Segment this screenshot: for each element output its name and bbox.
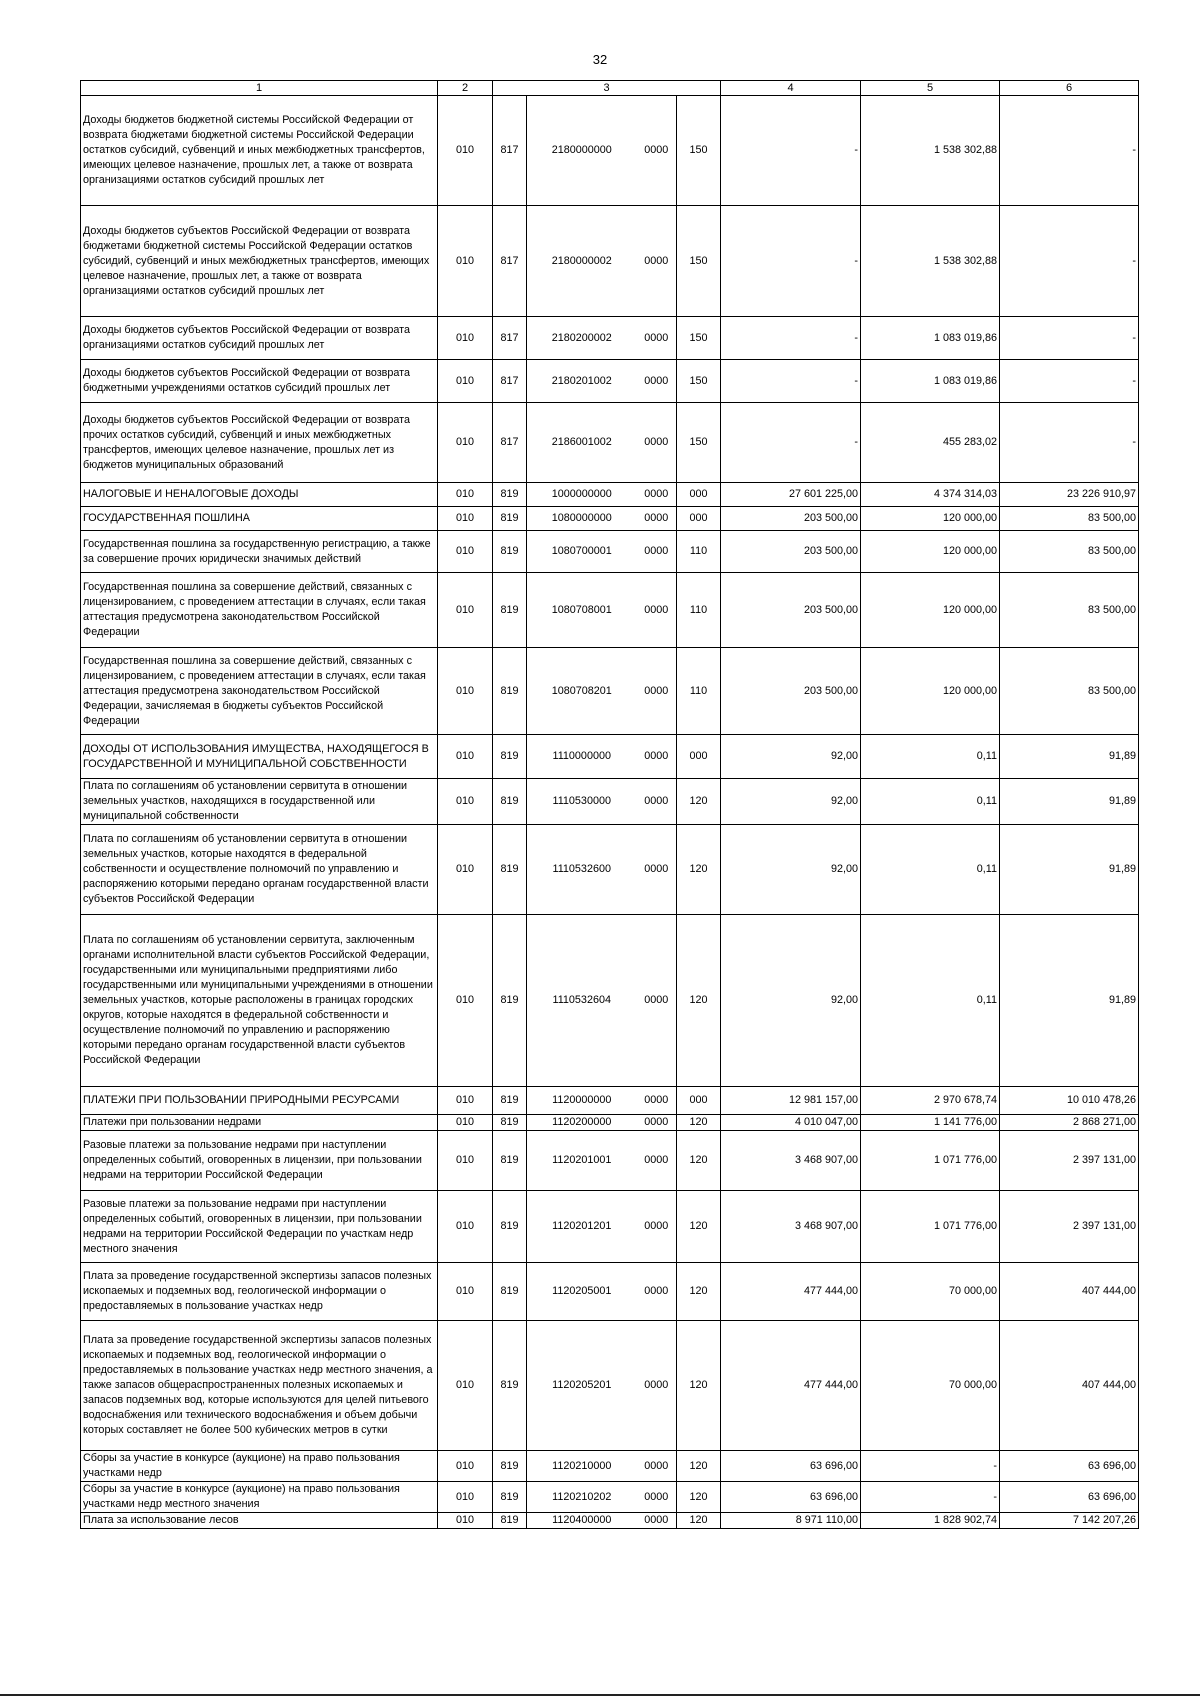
code-main: 1110530000 xyxy=(527,779,637,825)
code-admin: 819 xyxy=(493,531,527,573)
code-kosgu: 000 xyxy=(677,735,721,779)
code-main: 1110000000 xyxy=(527,735,637,779)
value-executed: 1 083 019,86 xyxy=(861,360,1000,403)
code-kosgu: 120 xyxy=(677,915,721,1087)
value-executed: 455 283,02 xyxy=(861,403,1000,483)
code-kosgu: 120 xyxy=(677,1263,721,1321)
value-executed: 2 970 678,74 xyxy=(861,1087,1000,1115)
code-main: 1000000000 xyxy=(527,483,637,507)
code-admin: 819 xyxy=(493,1087,527,1115)
value-executed: 1 071 776,00 xyxy=(861,1131,1000,1191)
code-sub: 0000 xyxy=(637,573,677,648)
value-approved: 27 601 225,00 xyxy=(721,483,861,507)
code-main: 1120205201 xyxy=(527,1321,637,1451)
column-header-5: 5 xyxy=(861,81,1000,96)
code-kosgu: 110 xyxy=(677,573,721,648)
code-chapter: 010 xyxy=(438,1482,493,1513)
code-sub: 0000 xyxy=(637,1513,677,1529)
code-admin: 819 xyxy=(493,1451,527,1482)
table-row xyxy=(81,317,1139,360)
code-kosgu: 150 xyxy=(677,317,721,360)
table-row xyxy=(81,206,1139,317)
code-sub: 0000 xyxy=(637,1087,677,1115)
code-admin: 819 xyxy=(493,648,527,735)
value-executed: 0,11 xyxy=(861,825,1000,915)
value-approved: 92,00 xyxy=(721,779,861,825)
column-header-1: 1 xyxy=(81,81,438,96)
row-name: НАЛОГОВЫЕ И НЕНАЛОГОВЫЕ ДОХОДЫ xyxy=(81,483,438,507)
row-name: Платежи при пользовании недрами xyxy=(81,1115,438,1131)
column-header-row xyxy=(81,81,1139,96)
row-name: Сборы за участие в конкурсе (аукционе) на право пользования участками недр xyxy=(81,1451,438,1482)
value-unexecuted: 83 500,00 xyxy=(1000,573,1139,648)
code-admin: 819 xyxy=(493,1513,527,1529)
code-kosgu: 150 xyxy=(677,206,721,317)
value-unexecuted: 91,89 xyxy=(1000,825,1139,915)
code-chapter: 010 xyxy=(438,1321,493,1451)
table-row xyxy=(81,507,1139,531)
value-approved: 63 696,00 xyxy=(721,1451,861,1482)
row-name: ПЛАТЕЖИ ПРИ ПОЛЬЗОВАНИИ ПРИРОДНЫМИ РЕСУРСАМИ xyxy=(81,1087,438,1115)
value-executed: 0,11 xyxy=(861,735,1000,779)
code-chapter: 010 xyxy=(438,573,493,648)
code-chapter: 010 xyxy=(438,915,493,1087)
code-sub: 0000 xyxy=(637,648,677,735)
code-chapter: 010 xyxy=(438,825,493,915)
value-unexecuted: - xyxy=(1000,403,1139,483)
value-approved: 203 500,00 xyxy=(721,507,861,531)
code-main: 1120200000 xyxy=(527,1115,637,1131)
value-approved: - xyxy=(721,403,861,483)
value-approved: 3 468 907,00 xyxy=(721,1191,861,1263)
value-approved: - xyxy=(721,317,861,360)
value-executed: 120 000,00 xyxy=(861,573,1000,648)
value-approved: 203 500,00 xyxy=(721,573,861,648)
row-name: Плата за использование лесов xyxy=(81,1513,438,1529)
code-main: 2180200002 xyxy=(527,317,637,360)
row-name: Доходы бюджетов субъектов Российской Федерации от возврата прочих остатков субсидий, субвенций и иных межбюджетных трансфертов, имеющих целевое назначение, прошлых лет из бюджетов муниципальных образований xyxy=(81,403,438,483)
code-admin: 819 xyxy=(493,915,527,1087)
value-executed: 1 083 019,86 xyxy=(861,317,1000,360)
code-chapter: 010 xyxy=(438,206,493,317)
table-body xyxy=(81,81,1139,1529)
code-kosgu: 120 xyxy=(677,825,721,915)
value-unexecuted: - xyxy=(1000,360,1139,403)
column-header-4: 4 xyxy=(721,81,861,96)
value-unexecuted: 2 397 131,00 xyxy=(1000,1131,1139,1191)
code-main: 1120210000 xyxy=(527,1451,637,1482)
value-executed: - xyxy=(861,1482,1000,1513)
code-admin: 819 xyxy=(493,1482,527,1513)
row-name: Плата за проведение государственной экспертизы запасов полезных ископаемых и подземных вод, геологической информации о предоставляемых в пользование участках недр местного значения, а также запасов общераспространенных полезных ископаемых и запасов подземных вод, которые используются для целей питьевого водоснабжения или технического водоснабжения и объем добычи которых составляет не более 500 кубических метров в сутки xyxy=(81,1321,438,1451)
table-row xyxy=(81,96,1139,206)
value-approved: 3 468 907,00 xyxy=(721,1131,861,1191)
code-kosgu: 000 xyxy=(677,1087,721,1115)
code-chapter: 010 xyxy=(438,648,493,735)
value-unexecuted: 2 397 131,00 xyxy=(1000,1191,1139,1263)
code-chapter: 010 xyxy=(438,317,493,360)
code-sub: 0000 xyxy=(637,1191,677,1263)
code-admin: 819 xyxy=(493,573,527,648)
table-row xyxy=(81,360,1139,403)
code-admin: 819 xyxy=(493,1191,527,1263)
value-executed: 0,11 xyxy=(861,779,1000,825)
code-chapter: 010 xyxy=(438,1513,493,1529)
table-row xyxy=(81,1513,1139,1529)
code-admin: 819 xyxy=(493,735,527,779)
code-chapter: 010 xyxy=(438,1087,493,1115)
column-header-3: 3 xyxy=(493,81,721,96)
value-unexecuted: 7 142 207,26 xyxy=(1000,1513,1139,1529)
value-approved: 92,00 xyxy=(721,735,861,779)
code-kosgu: 120 xyxy=(677,779,721,825)
value-unexecuted: - xyxy=(1000,317,1139,360)
code-main: 1120400000 xyxy=(527,1513,637,1529)
value-executed: 120 000,00 xyxy=(861,531,1000,573)
code-sub: 0000 xyxy=(637,206,677,317)
value-approved: 8 971 110,00 xyxy=(721,1513,861,1529)
row-name: Разовые платежи за пользование недрами при наступлении определенных событий, оговоренных в лицензии, при пользовании недрами на территории Российской Федерации xyxy=(81,1131,438,1191)
code-admin: 819 xyxy=(493,507,527,531)
value-approved: - xyxy=(721,360,861,403)
code-kosgu: 120 xyxy=(677,1191,721,1263)
code-admin: 817 xyxy=(493,360,527,403)
value-executed: 70 000,00 xyxy=(861,1321,1000,1451)
table-row xyxy=(81,1263,1139,1321)
value-unexecuted: - xyxy=(1000,206,1139,317)
table-row xyxy=(81,1131,1139,1191)
code-main: 1110532600 xyxy=(527,825,637,915)
value-approved: 203 500,00 xyxy=(721,648,861,735)
code-sub: 0000 xyxy=(637,735,677,779)
code-sub: 0000 xyxy=(637,1482,677,1513)
table-row xyxy=(81,735,1139,779)
scan-bottom-edge xyxy=(0,1694,1200,1696)
code-sub: 0000 xyxy=(637,483,677,507)
value-approved: 12 981 157,00 xyxy=(721,1087,861,1115)
code-main: 1120201201 xyxy=(527,1191,637,1263)
value-executed: 120 000,00 xyxy=(861,648,1000,735)
value-approved: - xyxy=(721,96,861,206)
code-chapter: 010 xyxy=(438,1263,493,1321)
code-chapter: 010 xyxy=(438,1131,493,1191)
code-sub: 0000 xyxy=(637,1115,677,1131)
value-unexecuted: 2 868 271,00 xyxy=(1000,1115,1139,1131)
code-main: 1120210202 xyxy=(527,1482,637,1513)
row-name: Доходы бюджетов субъектов Российской Федерации от возврата бюджетными учреждениями остатков субсидий прошлых лет xyxy=(81,360,438,403)
code-chapter: 010 xyxy=(438,1115,493,1131)
table-row xyxy=(81,1482,1139,1513)
table-row xyxy=(81,531,1139,573)
page-number: 32 xyxy=(592,52,608,67)
code-admin: 819 xyxy=(493,1115,527,1131)
value-unexecuted: 407 444,00 xyxy=(1000,1321,1139,1451)
code-chapter: 010 xyxy=(438,403,493,483)
row-name: Доходы бюджетов бюджетной системы Российской Федерации от возврата бюджетами бюджетной системы Российской Федерации остатков субсидий, субвенций и иных межбюджетных трансфертов, имеющих целевое назначение, прошлых лет, а также от возврата организациями остатков субсидий прошлых лет xyxy=(81,96,438,206)
row-name: Доходы бюджетов субъектов Российской Федерации от возврата организациями остатков субсидий прошлых лет xyxy=(81,317,438,360)
code-kosgu: 120 xyxy=(677,1451,721,1482)
code-admin: 817 xyxy=(493,206,527,317)
code-sub: 0000 xyxy=(637,779,677,825)
value-unexecuted: 83 500,00 xyxy=(1000,507,1139,531)
code-main: 2180000002 xyxy=(527,206,637,317)
value-executed: - xyxy=(861,1451,1000,1482)
code-chapter: 010 xyxy=(438,531,493,573)
code-chapter: 010 xyxy=(438,96,493,206)
row-name: ДОХОДЫ ОТ ИСПОЛЬЗОВАНИЯ ИМУЩЕСТВА, НАХОДЯЩЕГОСЯ В ГОСУДАРСТВЕННОЙ И МУНИЦИПАЛЬНОЙ СОБСТВЕННОСТИ xyxy=(81,735,438,779)
code-kosgu: 000 xyxy=(677,483,721,507)
code-sub: 0000 xyxy=(637,96,677,206)
code-chapter: 010 xyxy=(438,507,493,531)
code-sub: 0000 xyxy=(637,1451,677,1482)
code-sub: 0000 xyxy=(637,915,677,1087)
code-admin: 819 xyxy=(493,779,527,825)
code-kosgu: 120 xyxy=(677,1131,721,1191)
code-main: 1120201001 xyxy=(527,1131,637,1191)
value-approved: - xyxy=(721,206,861,317)
code-chapter: 010 xyxy=(438,483,493,507)
code-sub: 0000 xyxy=(637,317,677,360)
code-admin: 817 xyxy=(493,317,527,360)
value-approved: 477 444,00 xyxy=(721,1263,861,1321)
value-executed: 4 374 314,03 xyxy=(861,483,1000,507)
code-kosgu: 000 xyxy=(677,507,721,531)
code-kosgu: 120 xyxy=(677,1321,721,1451)
value-executed: 1 071 776,00 xyxy=(861,1191,1000,1263)
row-name: Государственная пошлина за совершение действий, связанных с лицензированием, с проведением аттестации в случаях, если такая аттестация предусмотрена законодательством Российской Федерации xyxy=(81,573,438,648)
value-approved: 92,00 xyxy=(721,825,861,915)
code-main: 1080700001 xyxy=(527,531,637,573)
code-sub: 0000 xyxy=(637,507,677,531)
value-unexecuted: 23 226 910,97 xyxy=(1000,483,1139,507)
table-row xyxy=(81,648,1139,735)
code-sub: 0000 xyxy=(637,1131,677,1191)
row-name: Доходы бюджетов субъектов Российской Федерации от возврата бюджетами бюджетной системы Российской Федерации остатков субсидий, субвенций и иных межбюджетных трансфертов, имеющих целевое назначение, прошлых лет, а также от возврата организациями остатков субсидий прошлых лет xyxy=(81,206,438,317)
value-executed: 1 828 902,74 xyxy=(861,1513,1000,1529)
code-kosgu: 120 xyxy=(677,1513,721,1529)
value-unexecuted: 91,89 xyxy=(1000,915,1139,1087)
code-sub: 0000 xyxy=(637,360,677,403)
code-admin: 817 xyxy=(493,96,527,206)
row-name: Плата по соглашениям об установлении сервитута, заключенным органами исполнительной власти субъектов Российской Федерации, государственными или муниципальными предприятиями либо государственными или муниципальными учреждениями в отношении земельных участков, которые расположены в границах городских округов, которые находятся в федеральной собственности и осуществление полномочий по управлению и распоряжению которыми передано органам государственной власти субъектов Российской Федерации xyxy=(81,915,438,1087)
code-chapter: 010 xyxy=(438,779,493,825)
code-sub: 0000 xyxy=(637,531,677,573)
value-executed: 1 538 302,88 xyxy=(861,96,1000,206)
code-admin: 819 xyxy=(493,1263,527,1321)
table-row xyxy=(81,1191,1139,1263)
table-row xyxy=(81,1087,1139,1115)
value-approved: 477 444,00 xyxy=(721,1321,861,1451)
code-admin: 819 xyxy=(493,1131,527,1191)
value-executed: 70 000,00 xyxy=(861,1263,1000,1321)
code-sub: 0000 xyxy=(637,1263,677,1321)
table-row xyxy=(81,825,1139,915)
table-row xyxy=(81,1115,1139,1131)
column-header-6: 6 xyxy=(1000,81,1139,96)
code-chapter: 010 xyxy=(438,1451,493,1482)
value-executed: 120 000,00 xyxy=(861,507,1000,531)
row-name: Государственная пошлина за совершение действий, связанных с лицензированием, с проведением аттестации в случаях, если такая аттестация предусмотрена законодательством Российской Федерации, зачисляемая в бюджеты субъектов Российской Федерации xyxy=(81,648,438,735)
code-main: 1080000000 xyxy=(527,507,637,531)
row-name: Сборы за участие в конкурсе (аукционе) на право пользования участками недр местного значения xyxy=(81,1482,438,1513)
code-main: 2186001002 xyxy=(527,403,637,483)
table-row xyxy=(81,915,1139,1087)
code-chapter: 010 xyxy=(438,735,493,779)
row-name: Разовые платежи за пользование недрами при наступлении определенных событий, оговоренных в лицензии, при пользовании недрами на территории Российской Федерации по участкам недр местного значения xyxy=(81,1191,438,1263)
table-row xyxy=(81,573,1139,648)
value-approved: 4 010 047,00 xyxy=(721,1115,861,1131)
code-chapter: 010 xyxy=(438,1191,493,1263)
column-header-2: 2 xyxy=(438,81,493,96)
code-main: 2180000000 xyxy=(527,96,637,206)
table-row xyxy=(81,1451,1139,1482)
code-main: 1080708201 xyxy=(527,648,637,735)
code-main: 1110532604 xyxy=(527,915,637,1087)
table-row xyxy=(81,403,1139,483)
code-admin: 819 xyxy=(493,825,527,915)
value-unexecuted: - xyxy=(1000,96,1139,206)
code-sub: 0000 xyxy=(637,1321,677,1451)
table-row xyxy=(81,779,1139,825)
code-admin: 819 xyxy=(493,483,527,507)
code-kosgu: 150 xyxy=(677,360,721,403)
value-executed: 1 141 776,00 xyxy=(861,1115,1000,1131)
value-unexecuted: 63 696,00 xyxy=(1000,1482,1139,1513)
code-kosgu: 120 xyxy=(677,1482,721,1513)
code-main: 1080708001 xyxy=(527,573,637,648)
value-unexecuted: 91,89 xyxy=(1000,779,1139,825)
row-name: ГОСУДАРСТВЕННАЯ ПОШЛИНА xyxy=(81,507,438,531)
value-unexecuted: 407 444,00 xyxy=(1000,1263,1139,1321)
code-kosgu: 150 xyxy=(677,403,721,483)
code-sub: 0000 xyxy=(637,403,677,483)
code-admin: 819 xyxy=(493,1321,527,1451)
code-kosgu: 110 xyxy=(677,648,721,735)
code-admin: 817 xyxy=(493,403,527,483)
value-unexecuted: 83 500,00 xyxy=(1000,648,1139,735)
value-approved: 92,00 xyxy=(721,915,861,1087)
code-main: 2180201002 xyxy=(527,360,637,403)
code-sub: 0000 xyxy=(637,825,677,915)
value-approved: 203 500,00 xyxy=(721,531,861,573)
value-approved: 63 696,00 xyxy=(721,1482,861,1513)
budget-table xyxy=(80,80,1139,1529)
code-kosgu: 110 xyxy=(677,531,721,573)
code-chapter: 010 xyxy=(438,360,493,403)
value-unexecuted: 83 500,00 xyxy=(1000,531,1139,573)
row-name: Плата за проведение государственной экспертизы запасов полезных ископаемых и подземных вод, геологической информации о предоставляемых в пользование участках недр xyxy=(81,1263,438,1321)
value-executed: 1 538 302,88 xyxy=(861,206,1000,317)
table-row xyxy=(81,483,1139,507)
code-main: 1120000000 xyxy=(527,1087,637,1115)
code-main: 1120205001 xyxy=(527,1263,637,1321)
value-unexecuted: 91,89 xyxy=(1000,735,1139,779)
value-unexecuted: 10 010 478,26 xyxy=(1000,1087,1139,1115)
row-name: Государственная пошлина за государственную регистрацию, а также за совершение прочих юридически значимых действий xyxy=(81,531,438,573)
value-unexecuted: 63 696,00 xyxy=(1000,1451,1139,1482)
table-row xyxy=(81,1321,1139,1451)
row-name: Плата по соглашениям об установлении сервитута в отношении земельных участков, находящихся в государственной или муниципальной собственности xyxy=(81,779,438,825)
code-kosgu: 120 xyxy=(677,1115,721,1131)
value-executed: 0,11 xyxy=(861,915,1000,1087)
code-kosgu: 150 xyxy=(677,96,721,206)
row-name: Плата по соглашениям об установлении сервитута в отношении земельных участков, которые находятся в федеральной собственности и осуществление полномочий по управлению и распоряжению которыми передано органам государственной власти субъектов Российской Федерации xyxy=(81,825,438,915)
